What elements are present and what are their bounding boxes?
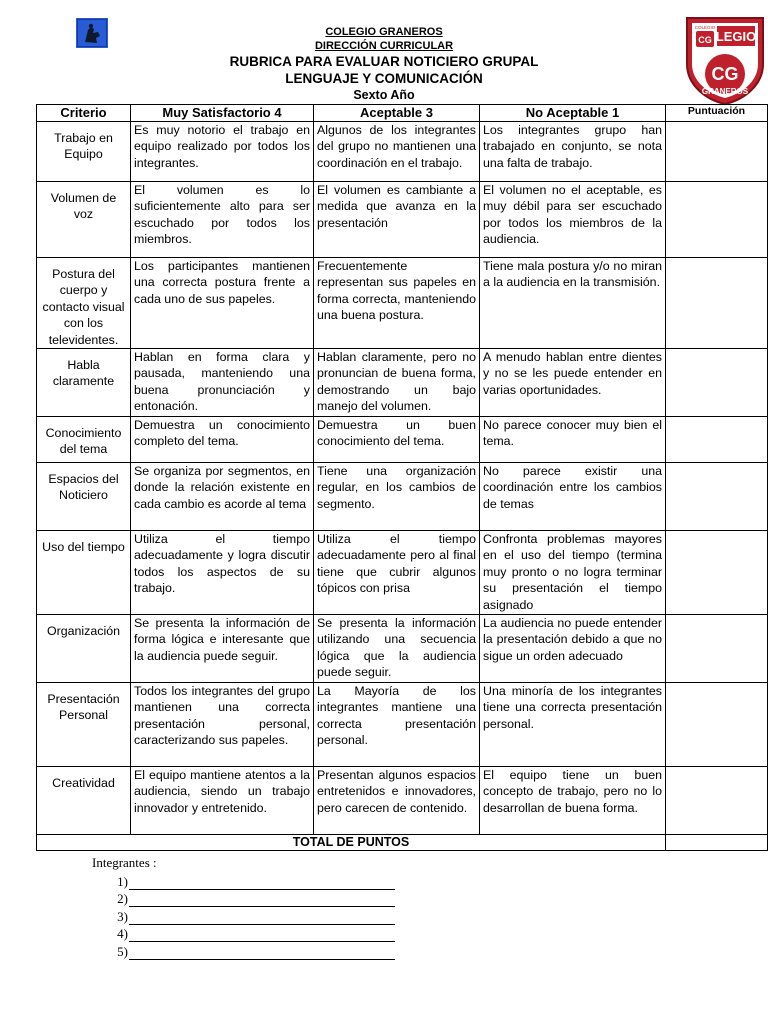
criterio-cell: Espacios del Noticiero	[37, 463, 131, 531]
member-number: 1)	[117, 873, 128, 889]
no-aceptable-cell: Tiene mala postura y/o no miran a la audiencia en la transmisión.	[480, 258, 666, 349]
no-aceptable-cell: Los integrantes grupo han trabajado en conjunto, se nota una falta de trabajo.	[480, 122, 666, 182]
aceptable-cell: El volumen es cambiante a medida que avanza en la presentación	[314, 182, 480, 258]
criterio-cell: Organización	[37, 615, 131, 683]
member-name-blank[interactable]	[129, 946, 395, 960]
criterio-cell: Conocimiento del tema	[37, 417, 131, 463]
puntuacion-cell[interactable]	[666, 417, 768, 463]
member-number: 2)	[117, 891, 128, 906]
table-row	[37, 531, 768, 615]
muy-satisfactorio-cell: Todos los integrantes del grupo mantienen una correcta presentación personal, caracterizando sus papeles.	[131, 683, 314, 767]
col-aceptable: Aceptable 3	[314, 105, 480, 122]
col-no-aceptable: No Aceptable 1	[480, 105, 666, 122]
table-row	[37, 182, 768, 258]
puntuacion-cell[interactable]	[666, 683, 768, 767]
member-line	[92, 872, 395, 890]
members-label: Integrantes :	[92, 855, 157, 870]
rubric-header-row	[37, 105, 768, 122]
col-criterio: Criterio	[37, 105, 131, 122]
puntuacion-cell[interactable]	[666, 531, 768, 615]
muy-satisfactorio-cell: El volumen es lo suficientemente alto para ser escuchado por todos los miembros.	[131, 182, 314, 258]
aceptable-cell: Demuestra un buen conocimiento del tema.	[314, 417, 480, 463]
members-section	[92, 855, 395, 960]
table-row	[37, 417, 768, 463]
grade-level: Sexto Año	[353, 88, 415, 102]
svg-text:CG: CG	[698, 35, 712, 45]
member-line	[92, 907, 395, 925]
no-aceptable-cell: El volumen no el aceptable, es muy débil para ser escuchado por todos los miembros de la audiencia.	[480, 182, 666, 258]
criterio-cell: Presentación Personal	[37, 683, 131, 767]
table-row	[37, 463, 768, 531]
no-aceptable-cell: El equipo tiene un buen concepto de trabajo, pero no lo desarrollan de buena forma.	[480, 767, 666, 835]
aceptable-cell: Hablan claramente, pero no pronuncian de buena forma, demostrando un bajo manejo del volumen.	[314, 349, 480, 417]
aceptable-cell: Presentan algunos espacios entretenidos e innovadores, pero carecen de contenido.	[314, 767, 480, 835]
svg-text:CG: CG	[711, 64, 739, 84]
puntuacion-cell[interactable]	[666, 463, 768, 531]
muy-satisfactorio-cell: Se presenta la información de forma lógica e interesante que la audiencia puede seguir.	[131, 615, 314, 683]
no-aceptable-cell: Una minoría de los integrantes tiene una correcta presentación personal.	[480, 683, 666, 767]
member-name-blank[interactable]	[129, 893, 395, 907]
aceptable-cell: Frecuentemente representan sus papeles en forma correcta, manteniendo una buena postura.	[314, 258, 480, 349]
no-aceptable-cell: No parece conocer muy bien el tema.	[480, 417, 666, 463]
puntuacion-cell[interactable]	[666, 349, 768, 417]
criterio-cell: Habla claramente	[37, 349, 131, 417]
muy-satisfactorio-cell: Los participantes mantienen una correcta postura frente a cada uno de sus papeles.	[131, 258, 314, 349]
aceptable-cell: Algunos de los integrantes del grupo no mantienen una coordinación en el trabajo.	[314, 122, 480, 182]
aceptable-cell: Utiliza el tiempo adecuadamente pero al final tiene que cubrir algunos tópicos con prisa	[314, 531, 480, 615]
member-name-blank[interactable]	[129, 911, 395, 925]
table-row	[37, 349, 768, 417]
muy-satisfactorio-cell: Utiliza el tiempo adecuadamente y logra discutir todos los aspectos de su trabajo.	[131, 531, 314, 615]
no-aceptable-cell: A menudo hablan entre dientes y no se les puede entender en varias oportunidades.	[480, 349, 666, 417]
member-name-blank[interactable]	[129, 876, 395, 890]
criterio-cell: Trabajo en Equipo	[37, 122, 131, 182]
svg-text:LEGIO: LEGIO	[715, 29, 757, 44]
no-aceptable-cell: La audiencia no puede entender la presentación debido a que no sigue un orden adecuado	[480, 615, 666, 683]
puntuacion-cell[interactable]	[666, 122, 768, 182]
document-title: RUBRICA PARA EVALUAR NOTICIERO GRUPAL	[229, 54, 539, 69]
table-row	[37, 122, 768, 182]
criterio-cell: Creatividad	[37, 767, 131, 835]
col-muy-satisfactorio: Muy Satisfactorio 4	[131, 105, 314, 122]
member-line	[92, 942, 395, 960]
member-line	[92, 925, 395, 943]
table-row	[37, 615, 768, 683]
member-number: 4)	[117, 926, 128, 941]
criterio-cell: Volumen de voz	[37, 182, 131, 258]
no-aceptable-cell: Confronta problemas mayores en el uso del tiempo (termina muy pronto o no logra terminar su presentación el tiempo asignado	[480, 531, 666, 615]
svg-text:GRANEROS: GRANEROS	[701, 87, 749, 96]
puntuacion-cell[interactable]	[666, 182, 768, 258]
puntuacion-cell[interactable]	[666, 767, 768, 835]
puntuacion-cell[interactable]	[666, 615, 768, 683]
muy-satisfactorio-cell: Hablan en forma clara y pausada, manteniendo una buena pronunciación y entonación.	[131, 349, 314, 417]
total-score-cell[interactable]	[666, 835, 768, 851]
total-label: TOTAL DE PUNTOS	[37, 835, 666, 851]
aceptable-cell: La Mayoría de los integrantes mantiene una correcta presentación personal.	[314, 683, 480, 767]
muy-satisfactorio-cell: Se organiza por segmentos, en donde la relación existente en cada cambio es acorde al tema	[131, 463, 314, 531]
criterio-cell: Postura del cuerpo y contacto visual con los televidentes.	[37, 258, 131, 349]
table-row	[37, 767, 768, 835]
member-line	[92, 890, 395, 908]
member-number: 3)	[117, 908, 128, 924]
puntuacion-cell[interactable]	[666, 258, 768, 349]
member-name-blank[interactable]	[129, 928, 395, 942]
rubric-table	[36, 104, 768, 851]
svg-text:COLEGIO: COLEGIO	[694, 25, 716, 30]
muy-satisfactorio-cell: Demuestra un conocimiento completo del tema.	[131, 417, 314, 463]
col-puntuacion: Puntuación	[666, 105, 768, 122]
school-name: COLEGIO GRANEROS	[325, 26, 443, 38]
muy-satisfactorio-cell: El equipo mantiene atentos a la audiencia, siendo un trabajo innovador y entretenido.	[131, 767, 314, 835]
no-aceptable-cell: No parece existir una coordinación entre los cambios de temas	[480, 463, 666, 531]
subject-name: LENGUAJE Y COMUNICACIÓN	[285, 71, 483, 86]
member-number: 5)	[117, 943, 128, 959]
aceptable-cell: Se presenta la información utilizando una secuencia lógica que la audiencia puede seguir.	[314, 615, 480, 683]
total-row	[37, 835, 768, 851]
department-name: DIRECCIÓN CURRICULAR	[314, 40, 454, 52]
criterio-cell: Uso del tiempo	[37, 531, 131, 615]
aceptable-cell: Tiene una organización regular, en los cambios de segmento.	[314, 463, 480, 531]
muy-satisfactorio-cell: Es muy notorio el trabajo en equipo realizado por todos los integrantes.	[131, 122, 314, 182]
table-row	[37, 683, 768, 767]
table-row	[37, 258, 768, 349]
